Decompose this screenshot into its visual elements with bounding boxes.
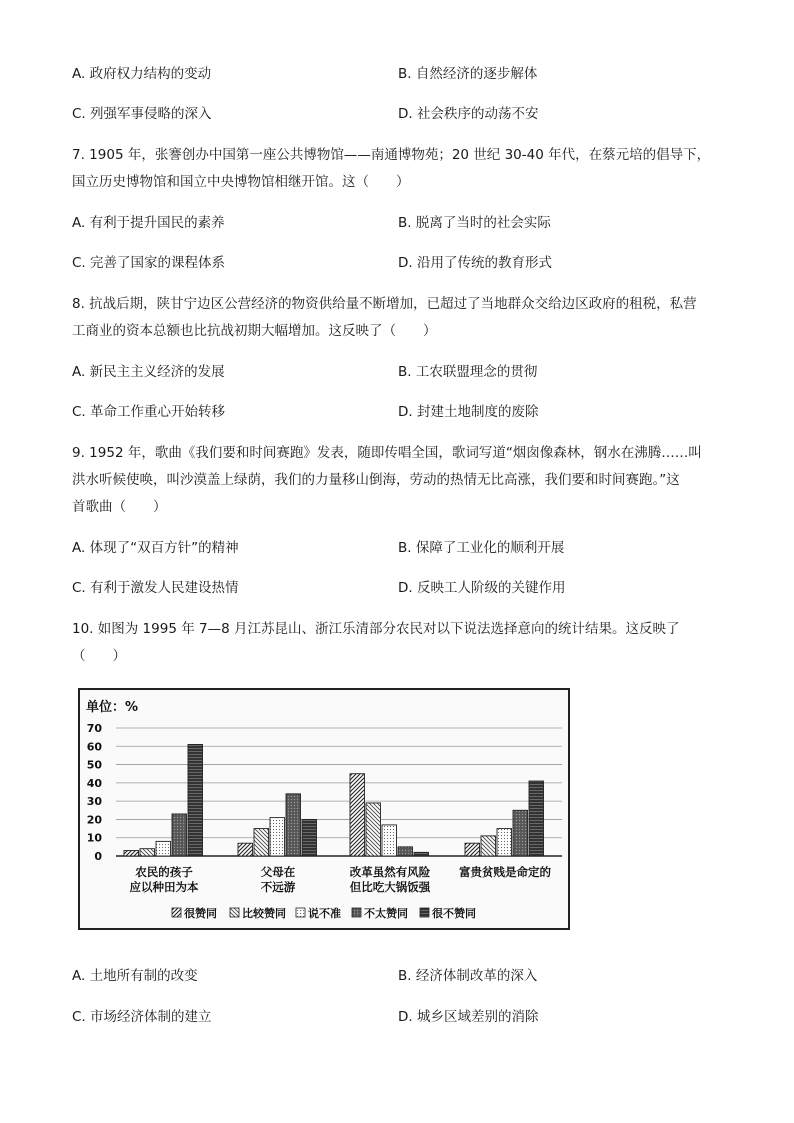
bar-3-5 <box>414 852 429 856</box>
q10-stem-line1: 10. 如图为 1995 年 7—8 月江苏昆山、浙江乐清部分农民对以下说法选择意向的统计结果。这反映了 <box>72 621 680 637</box>
q6-option-a: A. 政府权力结构的变动 <box>72 66 212 82</box>
chart-bars <box>124 744 544 856</box>
q9-option-b: B. 保障了工业化的顺利开展 <box>398 540 565 556</box>
legend-label: 说不准 <box>308 907 341 920</box>
bar-3-4 <box>398 847 413 856</box>
q9-stem-line1: 9. 1952 年，歌曲《我们要和时间赛跑》发表，随即传唱全国，歌词写道“烟囱像森林，钢水在沸腾……叫 <box>72 445 702 461</box>
y-tick-label: 0 <box>94 850 102 863</box>
category-label: 但比吃大锅饭强 <box>349 880 431 894</box>
bar-2-2 <box>254 829 269 856</box>
y-tick-label: 40 <box>86 776 102 790</box>
q7-stem-line1: 7. 1905 年，张謇创办中国第一座公共博物馆——南通博物苑；20 世纪 30-40 年代，在蔡元培的倡导下， <box>72 147 711 163</box>
legend-label: 很不赞同 <box>432 907 476 920</box>
q6-option-c: C. 列强军事侵略的深入 <box>72 106 212 122</box>
bar-1-2 <box>140 849 155 856</box>
q6-option-b: B. 自然经济的逐步解体 <box>398 66 538 82</box>
q8-stem-line2: 工商业的资本总额也比抗战初期大幅增加。这反映了（ ） <box>72 323 437 339</box>
legend-swatch <box>230 908 239 917</box>
legend-swatch <box>296 908 305 917</box>
bar-4-3 <box>497 829 512 856</box>
bar-3-1 <box>350 774 365 856</box>
q8-option-c: C. 革命工作重心开始转移 <box>72 404 226 420</box>
bar-4-5 <box>529 781 544 856</box>
q8-stem-line1: 8. 抗战后期，陕甘宁边区公营经济的物资供给量不断增加，已超过了当地群众交给边区政府的租税，私营 <box>72 296 697 312</box>
bar-2-3 <box>270 818 285 856</box>
category-label: 改革虽然有风险 <box>349 865 431 879</box>
y-tick-label: 70 <box>86 722 102 735</box>
legend-swatch <box>420 908 429 917</box>
legend-swatch <box>352 908 361 917</box>
q7-option-c: C. 完善了国家的课程体系 <box>72 255 226 271</box>
bar-2-5 <box>302 819 317 856</box>
q7-option-a: A. 有利于提升国民的素养 <box>72 215 225 231</box>
bar-4-4 <box>513 810 528 856</box>
q7-option-b: B. 脱离了当时的社会实际 <box>398 215 551 231</box>
bar-3-2 <box>366 803 381 856</box>
bar-1-3 <box>156 841 171 856</box>
y-tick-label: 10 <box>86 831 102 845</box>
category-label: 应以种田为本 <box>129 880 199 894</box>
q8-option-b: B. 工农联盟理念的贯彻 <box>398 364 538 380</box>
q8-option-a: A. 新民主主义经济的发展 <box>72 364 225 380</box>
q7-option-d: D. 沿用了传统的教育形式 <box>398 255 552 271</box>
q10-option-d: D. 城乡区域差别的消除 <box>398 1009 539 1025</box>
category-labels <box>130 865 552 894</box>
chart-unit-label: 单位：% <box>86 700 139 715</box>
legend-label: 很赞同 <box>184 907 217 920</box>
q10-stem-line2: （ ） <box>72 648 126 664</box>
legend-label: 比较赞同 <box>242 907 286 920</box>
category-label: 富贵贫贱是命定的 <box>459 865 551 879</box>
legend-label: 不太赞同 <box>364 907 408 920</box>
category-label: 不远游 <box>260 880 296 894</box>
chart-svg <box>80 690 568 928</box>
q6-option-d: D. 社会秩序的动荡不安 <box>398 106 539 122</box>
y-tick-label: 60 <box>86 740 102 754</box>
bar-3-3 <box>382 825 397 856</box>
bar-1-1 <box>124 851 139 856</box>
y-tick-label: 50 <box>86 758 102 772</box>
bar-4-1 <box>465 843 480 856</box>
category-label: 农民的孩子 <box>135 865 193 879</box>
bar-4-2 <box>481 836 496 856</box>
legend-swatch <box>172 908 181 917</box>
q9-option-d: D. 反映工人阶级的关键作用 <box>398 580 566 596</box>
q8-option-d: D. 封建土地制度的废除 <box>398 404 539 420</box>
bar-1-5 <box>188 744 203 856</box>
q9-stem-line3: 首歌曲（ ） <box>72 499 167 515</box>
y-tick-label: 30 <box>86 795 102 809</box>
q9-option-c: C. 有利于激发人民建设热情 <box>72 580 239 596</box>
q10-option-c: C. 市场经济体制的建立 <box>72 1009 212 1025</box>
y-tick-label: 20 <box>86 813 102 827</box>
survey-bar-chart <box>78 688 570 930</box>
bar-2-1 <box>238 843 253 856</box>
q9-stem-line2: 洪水听候使唤，叫沙漠盖上绿荫，我们的力量移山倒海，劳动的热情无比高涨，我们要和时间赛跑。”这 <box>72 472 680 488</box>
q10-option-a: A. 土地所有制的改变 <box>72 968 198 984</box>
q10-option-b: B. 经济体制改革的深入 <box>398 968 538 984</box>
q9-option-a: A. 体现了“双百方针”的精神 <box>72 540 239 556</box>
bar-1-4 <box>172 814 187 856</box>
q7-stem-line2: 国立历史博物馆和国立中央博物馆相继开馆。这（ ） <box>72 174 410 190</box>
chart-legend <box>172 906 476 920</box>
bar-2-4 <box>286 794 301 856</box>
category-label: 父母在 <box>260 865 296 879</box>
y-axis-ticks <box>87 722 103 863</box>
